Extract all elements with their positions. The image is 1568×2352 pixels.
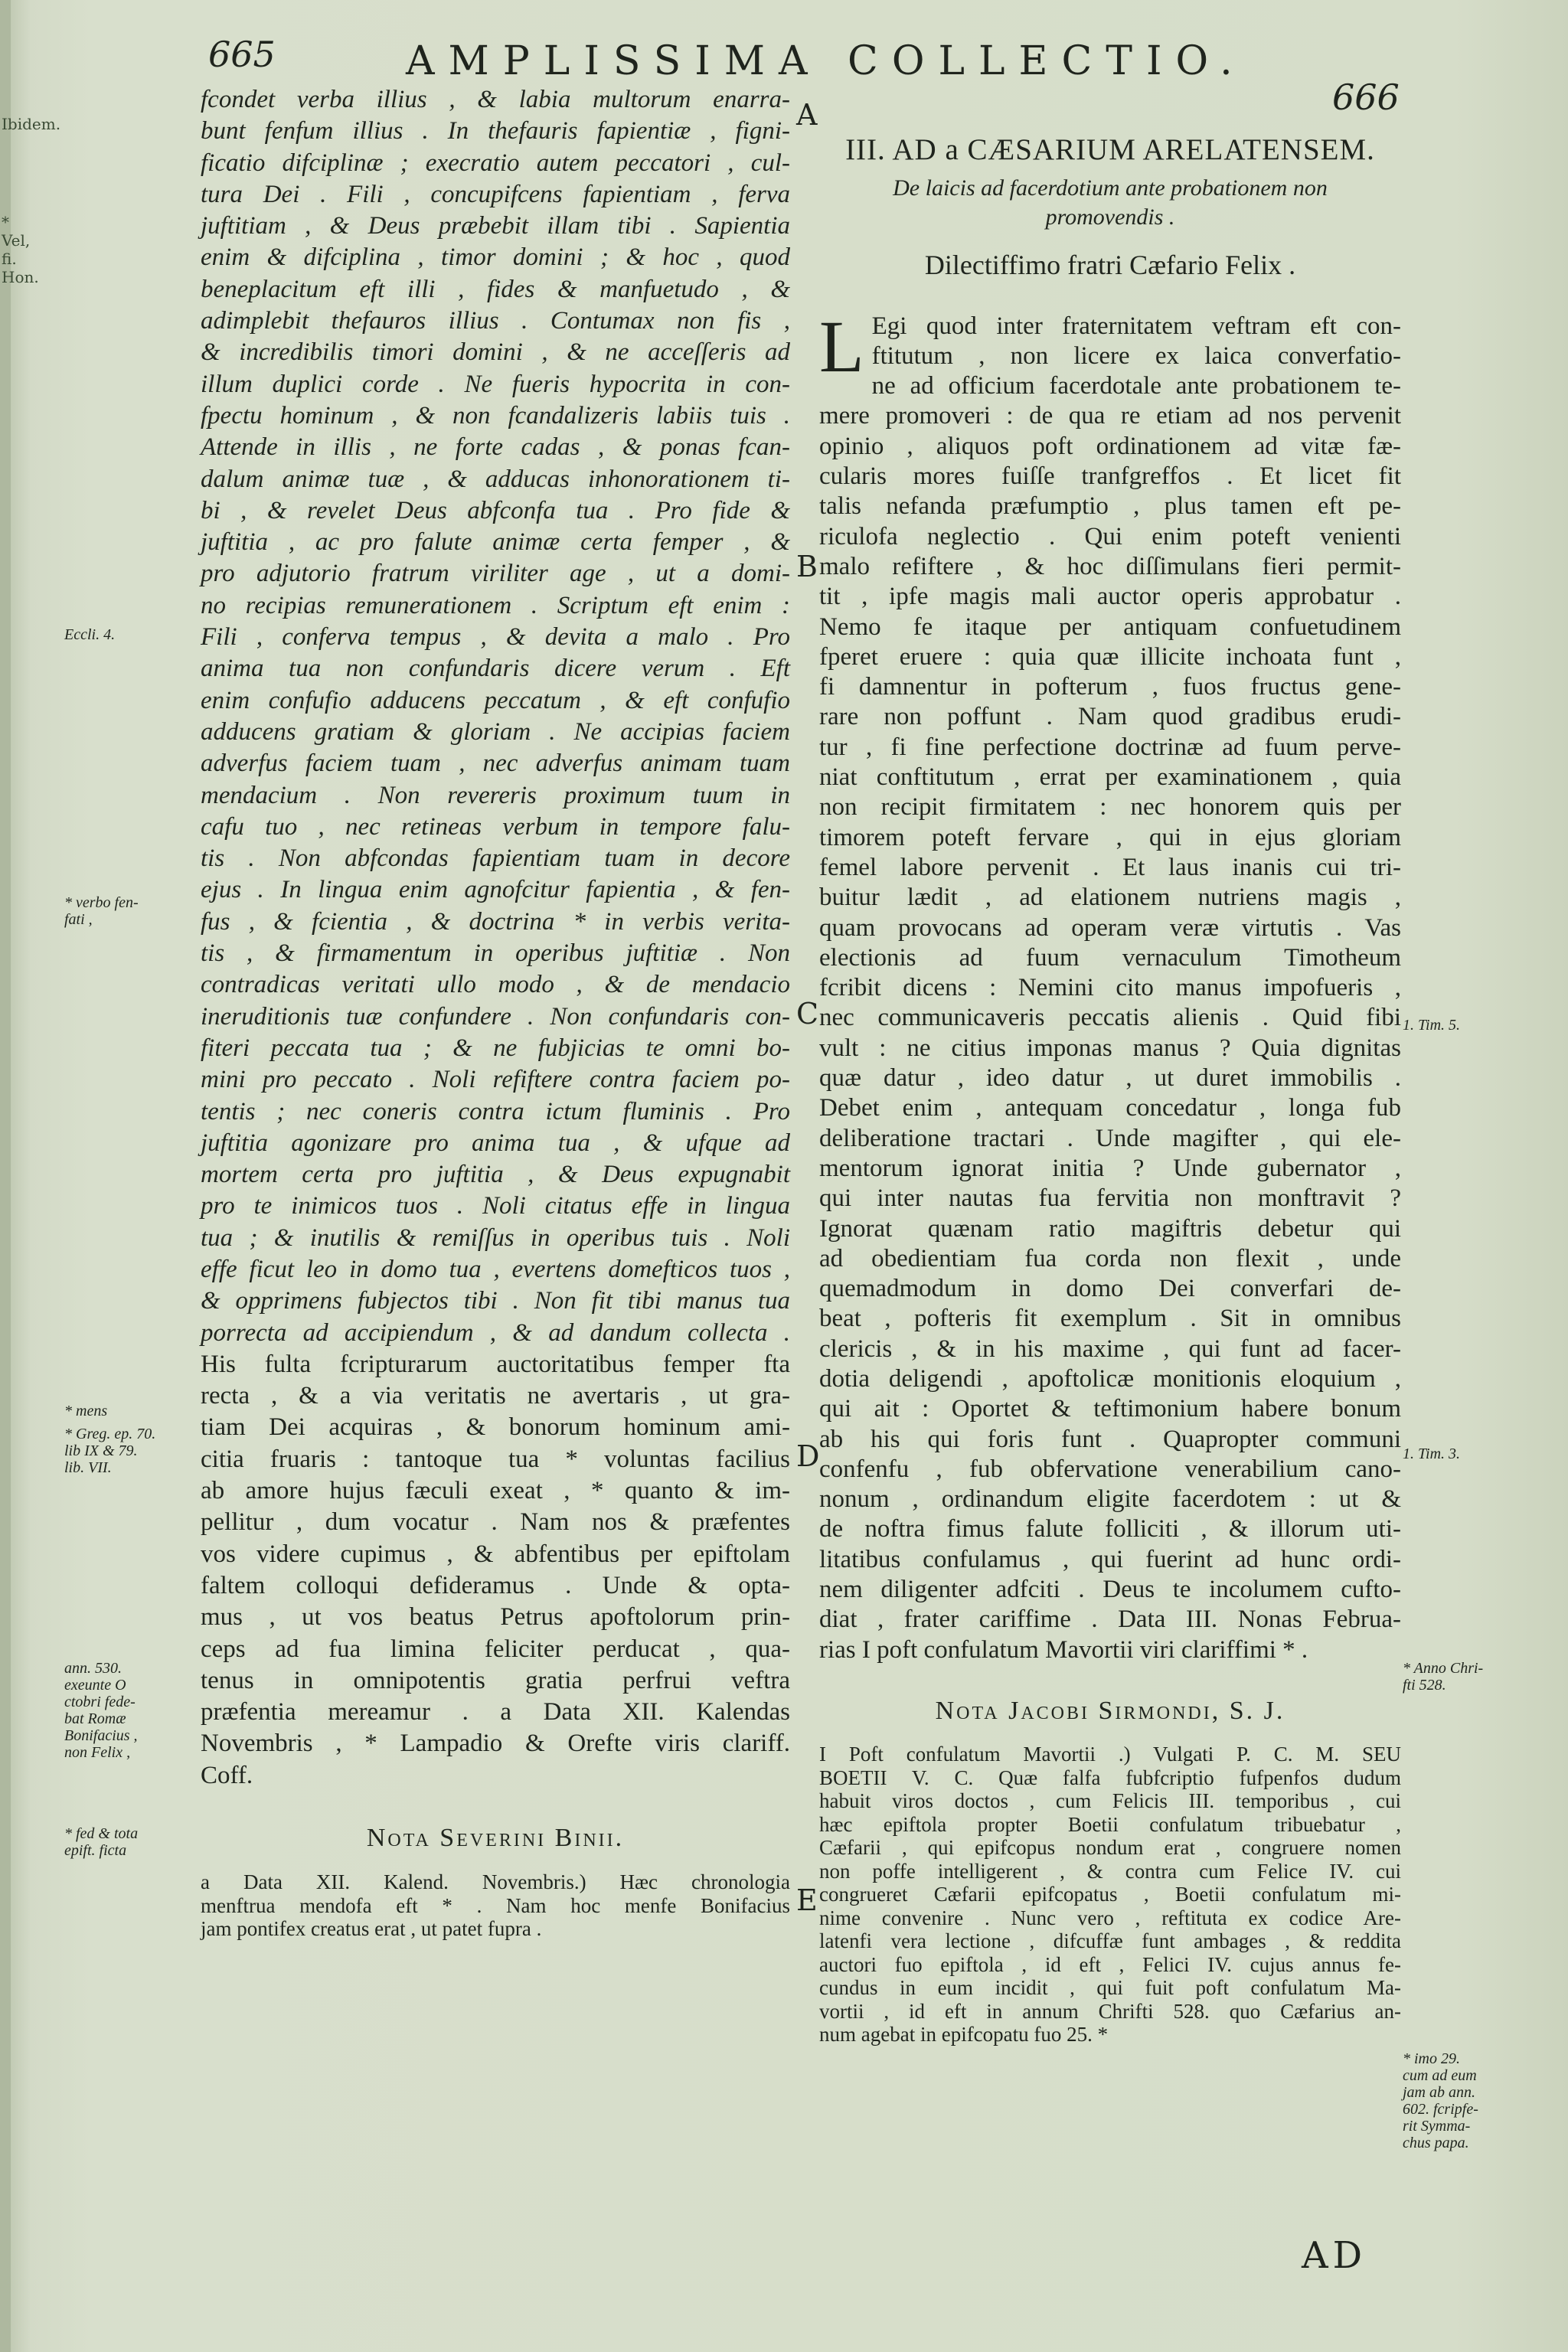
right-text-line: fcribit dicens : Nemini cito manus impofueris ,: [819, 974, 1401, 1002]
right-text-line: buitur lædit , ad elationem nutriens magis ,: [819, 884, 1401, 912]
left-text-line: bunt fenfum illius . In thefauris fapientiæ , figni-: [201, 117, 790, 145]
right-text-line: non recipit firmitatem : nec honorem quis per: [819, 793, 1401, 822]
note-sirmond-line: I Poft confulatum Mavortii .) Vulgati P. C. M. SEU: [819, 1743, 1401, 1766]
page-number-left: 665: [208, 34, 276, 75]
left-text-line: pro te inimicos tuos . Noli citatus effe in lingua: [201, 1192, 790, 1220]
section-letter-b: B: [796, 550, 818, 583]
left-text-line: tis , & firmamentum in operibus juftitiæ . Non: [201, 939, 790, 968]
right-text-line: malo refiftere , & hoc diſſimulans fieri permit-: [819, 552, 1401, 580]
left-text-line: fus , & fcientia , & doctrina * in verbis verita-: [201, 907, 790, 936]
margin-note-imo: * imo 29. cum ad eum jam ab ann. 602. fcripfe- rit Symma- chus papa.: [1403, 2050, 1478, 2151]
left-text-line: beneplacitum eft illi , fides & manfuetudo , &: [201, 275, 790, 303]
page-number-right: 666: [1332, 77, 1400, 118]
left-text-line: tis . Non abfcondas fapientiam tuam in decore: [201, 844, 790, 873]
left-text-line: no recipias remunerationem . Scriptum eft enim :: [201, 591, 790, 619]
right-text-line: diat , frater cariffime . Data III. Nonas Februa-: [819, 1606, 1401, 1634]
right-text-line: rias I poft confulatum Mavortii viri clariffimi * .: [819, 1635, 1308, 1664]
note-sirmond-line: habuit viros doctos , cum Felicis III. temporibus , cui: [819, 1789, 1401, 1813]
left-text-line: recta , & a via veritatis ne avertaris , ut gra-: [201, 1382, 790, 1410]
right-text-line: mere promoveri : de qua re etiam ad nos pervenit: [819, 402, 1401, 430]
note-sirmond-line: cundus in eum incidit , qui fuit poft confulatum Ma-: [819, 1976, 1401, 2000]
left-text-line: Novembris , * Lampadio & Orefte viris clariff.: [201, 1730, 790, 1758]
left-text-line: Attende in illis , ne forte cadas , & ponas fcan-: [201, 433, 790, 462]
right-text-line: femel labore pervenit . Et laus inanis cui tri-: [819, 853, 1401, 881]
margin-note-mens: * mens: [64, 1403, 108, 1419]
note-sirmond-line: nime convenire . Nunc vero , reftituta ex codice Are-: [819, 1906, 1401, 1929]
left-text-line: His fulta fcripturarum auctoritatibus femper fta: [201, 1350, 790, 1378]
right-text-line: riculofa neglectio . Qui enim poteft venienti: [819, 522, 1401, 550]
right-text-line: mentorum ignorat initia ? Unde gubernator ,: [819, 1154, 1401, 1182]
note-heading-binius: [201, 1822, 790, 1854]
note-heading-sirmond-text: Nota Jacobi Sirmondi, S. J.: [935, 1696, 1285, 1725]
left-text-line: cafu tuo , nec retineas verbum in tempore falu-: [201, 812, 790, 841]
section-letter-e: E: [796, 1883, 818, 1917]
right-text-line: Ignorat quænam ratio magiftris debetur qui: [819, 1214, 1401, 1243]
left-text-line: fcondet verba illius , & labia multorum enarra-: [201, 86, 790, 113]
left-text-line: faltem colloqui defideramus . Unde & opta-: [201, 1571, 790, 1599]
margin-note-anno: * Anno Chri- fti 528.: [1403, 1660, 1484, 1694]
right-text-line: Egi quod inter fraternitatem veftram eft con-: [871, 312, 1401, 340]
gutter-edge: [0, 0, 11, 2352]
letter-subtitle-line: De laicis ad facerdotium ante probationem non: [893, 175, 1328, 201]
section-letter-a: A: [796, 98, 818, 132]
edge-note-vel: * Vel, fi. Hon.: [2, 213, 39, 286]
section-letter-d: D: [796, 1439, 820, 1473]
left-text-line: adverfus faciem tuam , nec adverfus animam tuam: [201, 750, 790, 778]
margin-note-eccli: Eccli. 4.: [64, 626, 116, 643]
left-text-line: mus , ut vos beatus Petrus apoftolorum prin-: [201, 1603, 790, 1632]
letter-subtitle-line: promovendis .: [1045, 204, 1175, 230]
left-text-line: mini pro peccato . Noli refiftere contra faciem po-: [201, 1066, 790, 1094]
right-text-line: quæ datur , ideo datur , ut duret immobilis .: [819, 1064, 1401, 1093]
right-text-line: litatibus confulamus , qui fuerint ad hunc ordi-: [819, 1545, 1401, 1573]
left-text-line: pellitur , dum vocatur . Nam nos & præfentes: [201, 1508, 790, 1537]
note-sirmond-line: vortii , id eft in annum Chrifti 528. quo Cæfarius an-: [819, 1999, 1401, 2023]
left-text-line: pro adjutorio fratrum viriliter age , ut a domi-: [201, 560, 790, 588]
right-text-line: ftitutum , non licere ex laica converfatio-: [871, 341, 1401, 370]
margin-note-verbo: * verbo fen- fati ,: [64, 894, 139, 928]
left-text-line: Fili , conferva tempus , & devita a malo . Pro: [201, 623, 790, 652]
right-text-line: quam provocans ad operam veræ virtutis . Vas: [819, 913, 1401, 942]
right-text-line: opinio , aliquos poft ordinationem ad vitæ fæ-: [819, 432, 1401, 460]
right-text-line: ad obedientiam fua corda non flexit , unde: [819, 1244, 1401, 1272]
section-letter-c: C: [796, 997, 819, 1031]
left-text-line: porrecta ad accipiendum , & ad dandum collecta .: [201, 1318, 790, 1347]
note-heading-binius-text: Nota Severini Binii.: [366, 1824, 625, 1853]
right-text-line: qui ait : Oportet & teftimonium habere bonum: [819, 1395, 1401, 1423]
note-sirmond-line: non poffe intelligerent , & contra cum Felice IV. cui: [819, 1859, 1401, 1883]
left-text-line: fpectu hominum , & non fcandalizeris labiis tuis .: [201, 401, 790, 430]
left-text-line: contradicas veritati ullo modo , & de mendacio: [201, 971, 790, 999]
note-sirmond-line: auctori fuo epiftola , id eft , Felici IV. cujus annus fe-: [819, 1952, 1401, 1976]
right-body-lines: [819, 305, 1401, 1665]
margin-note-tim3: 1. Tim. 3.: [1403, 1446, 1461, 1462]
left-text-line: Coff.: [201, 1761, 253, 1789]
margin-note-tim5: 1. Tim. 5.: [1403, 1017, 1461, 1034]
left-text-line: ineruditionis tuæ confundere . Non confundaris con-: [201, 1002, 790, 1031]
right-text-line: tur , fi fine perfectione doctrinæ ad fuum perve-: [819, 733, 1401, 761]
right-text-line: ne ad officium facerdotale ante probationem te-: [871, 372, 1401, 400]
left-text-line: adducens gratiam & gloriam . Ne accipias faciem: [201, 717, 790, 746]
running-head: AMPLISSIMA COLLECTIO.: [406, 38, 1246, 84]
right-text-line: fperet eruere : quia quæ illicite inchoata funt ,: [819, 642, 1401, 671]
right-text-line: nonum , ordinandum eligite facerdotem : ut &: [819, 1485, 1401, 1514]
left-body-text: [201, 84, 790, 1792]
note-sirmond-line: hæc epiftola propter Boetii confulatum tribuebatur ,: [819, 1812, 1401, 1836]
left-text-line: enim & difciplina , timor domini ; & hoc , quod: [201, 243, 790, 272]
left-text-line: præfentia mereamur . a Data XII. Kalendas: [201, 1698, 790, 1726]
left-text-line: effe ficut leo in domo tua , evertens domefticos tuos ,: [201, 1255, 790, 1283]
left-text-line: mortem certa pro juftitia , & Deus expugnabit: [201, 1161, 790, 1189]
left-text-line: tenus in omnipotentis gratia perfrui veftra: [201, 1666, 790, 1694]
note-sirmond-line: congrueret Cæfarii epifcopatus , Boetii confulatum mi-: [819, 1883, 1401, 1906]
left-text-line: bi , & revelet Deus abfconfa tua . Pro fide &: [201, 496, 790, 524]
right-text-line: talis nefanda præfumptio , plus tamen eft pe-: [819, 492, 1401, 521]
note-sirmond-line: BOETII V. C. Quæ falfa fubfcriptio fufpenfos dudum: [819, 1766, 1401, 1789]
note-sirmond-line: latenfi vera lectione , difcuffæ funt ambages , & reddita: [819, 1929, 1401, 1953]
left-text-line: ab amore hujus fæculi exeat , * quanto & im-: [201, 1477, 790, 1505]
left-text-line: tiam Dei acquiras , & bonorum hominum ami-: [201, 1413, 790, 1442]
right-text-line: quemadmodum in domo Dei converfari de-: [819, 1275, 1401, 1303]
right-text-line: Nemo fe itaque per antiquam confuetudinem: [819, 612, 1401, 641]
left-text-line: juftitia , ac pro falute animæ certa femper , &: [201, 528, 790, 557]
left-text-line: adimplebit thefauros illius . Contumax non fis ,: [201, 307, 790, 335]
right-text-line: nec communicaveris peccatis alienis . Quid fibi: [819, 1004, 1401, 1032]
right-text-line: vult : ne citius imponas manus ? Quia dignitas: [819, 1034, 1401, 1062]
left-text-line: illum duplici corde . Ne fueris hypocrita in con-: [201, 370, 790, 398]
right-text-line: electionis ad fuum vernaculum Timotheum: [819, 943, 1401, 972]
left-text-line: tentis ; nec coneris contra ictum fluminis . Pro: [201, 1097, 790, 1125]
right-text-line: deliberatione tractari . Unde magifter , qui ele-: [819, 1124, 1401, 1152]
salutation: Dilectiffimo fratri Cæfario Felix .: [924, 250, 1296, 281]
note-sirmond: [819, 1743, 1401, 2047]
left-text-line: anima tua non confundaris dicere verum . Eft: [201, 655, 790, 683]
right-text-line: de noftra fimus falute folliciti , & illorum uti-: [819, 1515, 1401, 1544]
left-text-line: dalum animæ tuæ , & adducas inhonorationem ti-: [201, 465, 790, 493]
right-body-text: [819, 305, 1401, 1665]
left-text-line: ejus . In lingua enim agnofcitur fapientia , & fen-: [201, 876, 790, 904]
right-text-line: ab his qui foris funt . Quapropter communi: [819, 1425, 1401, 1453]
margin-note-ann: ann. 530. exeunte O ctobri fede- bat Romæ Bonifacius , non Felix ,: [64, 1660, 138, 1761]
left-text-line: mendacium . Non revereris proximum tuum in: [201, 781, 790, 809]
right-text-line: dotia deligendi , apoftolicæ monitionis eloquium ,: [819, 1364, 1401, 1393]
right-text-line: qui inter nautas fua fervitia non monftravit ?: [819, 1184, 1401, 1213]
left-text-line: vos videre cupimus , & abfentibus per epiftolam: [201, 1540, 790, 1568]
right-text-line: tit , ipfe magis mali auctor operis approbatur .: [819, 583, 1401, 611]
right-text-line: fi damnentur in pofterum , fuos fructus gene-: [819, 673, 1401, 701]
note-sirmond-line: Cæfarii , qui epifcopus nondum erat , congruere nomen: [819, 1836, 1401, 1860]
right-text-line: cularis mores fuiſſe tranfgreffos . Et licet fit: [819, 462, 1401, 491]
edge-note-ibidem: Ibidem.: [2, 115, 61, 133]
left-column: [201, 84, 790, 1941]
left-text-line: & incredibilis timori domini , & ne acceſſeris ad: [201, 338, 790, 367]
note-binius-line: a Data XII. Kalend. Novembris.) Hæc chronologia: [201, 1870, 790, 1894]
left-text-line: tua ; & inutilis & remiſſus in operibus tuis . Noli: [201, 1223, 790, 1252]
note-binius-line: jam pontifex creatus erat , ut patet fupra .: [201, 1917, 542, 1941]
drop-cap: L: [819, 305, 864, 387]
right-text-line: rare non poffunt . Nam quod gradibus erudi-: [819, 703, 1401, 731]
left-text-line: ficatio difciplinæ ; execratio autem peccatori , cul-: [201, 149, 790, 177]
letter-subtitle: [819, 174, 1401, 232]
left-text-line: juftitiam , & Deus præbebit illam tibi . Sapientia: [201, 212, 790, 240]
right-column: [819, 84, 1401, 2047]
letter-heading: III. AD a CÆSARIUM ARELATENSEM.: [845, 133, 1375, 166]
catchword: AD: [1302, 2234, 1367, 2277]
right-text-line: confenfu , fub obfervatione venerabilium cano-: [819, 1455, 1401, 1483]
note-sirmond-line: num agebat in epifcopatu fuo 25. *: [819, 2023, 1109, 2047]
note-binius-line: menftrua mendofa eft * . Nam hoc menfe Bonifacius: [201, 1893, 790, 1917]
left-text-line: enim confufio adducens peccatum , & eft confufio: [201, 686, 790, 714]
right-text-line: timorem poteft fervare , qui in ejus gloriam: [819, 823, 1401, 851]
left-text-line: tura Dei . Fili , concupifcens fapientiam , ferva: [201, 180, 790, 208]
right-text-line: beat , pofteris fit exemplum . Sit in omnibus: [819, 1305, 1401, 1333]
left-text-line: ceps ad fua limina feliciter perducat , qua-: [201, 1635, 790, 1663]
margin-note-sed: * fed & tota epift. ficta: [64, 1825, 139, 1859]
left-text-line: & opprimens fubjectos tibi . Non fit tibi manus tua: [201, 1287, 790, 1315]
left-text-line: fiteri peccata tua ; & ne fubjicias te omni bo-: [201, 1034, 790, 1062]
left-text-line: citia fruaris : tantoque tua * voluntas facilius: [201, 1445, 790, 1473]
left-text-line: juftitia agonizare pro anima tua , & ufque ad: [201, 1129, 790, 1157]
right-text-line: Debet enim , antequam concedatur , longa fub: [819, 1094, 1401, 1122]
note-binius: [201, 1870, 790, 1941]
right-text-line: nem diligenter adfciti . Deus te incolumem cufto-: [819, 1576, 1401, 1604]
note-heading-sirmond: [819, 1696, 1401, 1726]
right-text-line: clericis , & in his maxime , qui funt ad facer-: [819, 1334, 1401, 1363]
margin-note-greg: * Greg. ep. 70. lib IX & 79. lib. VII.: [64, 1426, 156, 1476]
right-text-line: niat conftitutum , errat per examinationem , quia: [819, 763, 1401, 792]
